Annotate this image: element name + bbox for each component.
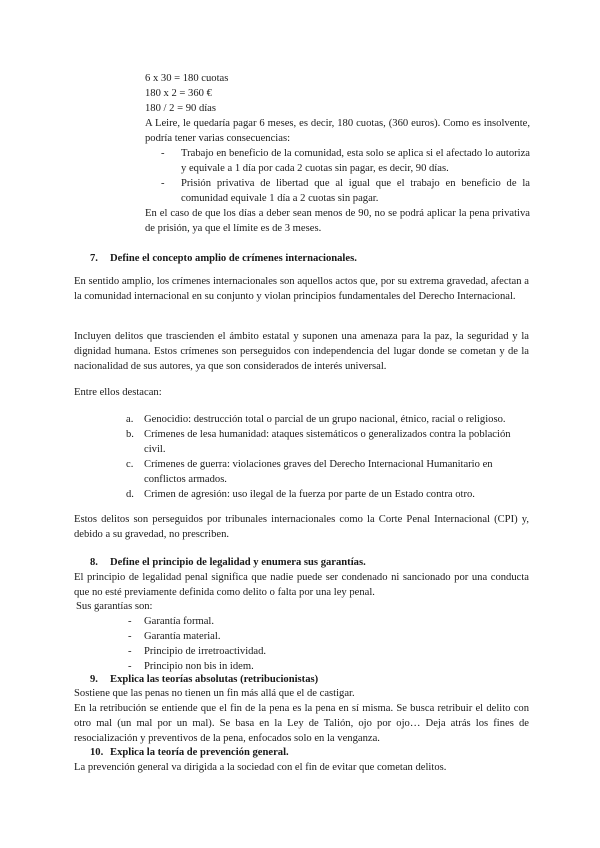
list-item xyxy=(126,614,426,629)
calc-closing: En el caso de que los días a deber sean menos de 90, no se podrá aplicar la pena privativa de prisión, ya que el límite es de 3 meses. xyxy=(145,208,530,234)
heading-number: 9. xyxy=(90,674,98,685)
question-8-heading xyxy=(90,555,366,570)
paragraph-text: La prevención general va dirigida a la sociedad con el fin de evitar que cometan delitos. xyxy=(74,762,447,773)
q7-paragraph-3 xyxy=(74,385,529,400)
dash-bullet: - xyxy=(128,631,132,642)
list-item-text: Genocidio: destrucción total o parcial de un grupo nacional, étnico, racial o religioso. xyxy=(144,414,506,425)
calculation-block xyxy=(145,71,530,236)
list-letter: d. xyxy=(126,489,134,500)
dash-bullet: - xyxy=(128,616,132,627)
list-letter: b. xyxy=(126,429,134,440)
list-item-text: Crímenes de lesa humanidad: ataques sistemáticos o generalizados contra la población civil. xyxy=(144,429,511,455)
crimes-list xyxy=(126,412,526,502)
paragraph-text: El principio de legalidad penal significa que nadie puede ser condenado ni sancionado por una conducta que no esté previamente definida como delito o falta por una ley penal. xyxy=(74,572,529,598)
list-item xyxy=(145,176,530,206)
question-9-heading xyxy=(90,672,318,687)
q10-paragraph-1 xyxy=(74,760,529,775)
calc-line: 6 x 30 = 180 cuotas xyxy=(145,73,229,84)
q7-paragraph-4 xyxy=(74,512,529,542)
list-item-text: Principio de irretroactividad. xyxy=(144,646,267,657)
list-item xyxy=(126,629,426,644)
q7-paragraph-2 xyxy=(74,329,529,374)
paragraph-text: Sus garantías son: xyxy=(76,601,153,612)
paragraph-text: Sostiene que las penas no tienen un fin más allá que el de castigar. xyxy=(74,688,355,699)
heading-number: 10. xyxy=(90,747,104,758)
heading-title: Explica la teoría de prevención general. xyxy=(110,747,289,758)
heading-title: Explica las teorías absolutas (retribucionistas) xyxy=(110,674,319,685)
list-letter: c. xyxy=(126,459,134,470)
list-item-text: Principio non bis in idem. xyxy=(144,661,254,672)
paragraph-text: Entre ellos destacan: xyxy=(74,387,162,398)
list-item xyxy=(126,644,426,659)
paragraph-text: Incluyen delitos que trascienden el ámbito estatal y suponen una amenaza para la paz, la seguridad y la dignidad humana. Estos crímenes son perseguidos con independencia del lugar donde se cometan y de la nacionalidad de sus autores, ya que son considerados de interés universal. xyxy=(74,331,529,372)
q8-paragraph-2 xyxy=(76,599,531,614)
list-letter: a. xyxy=(126,414,134,425)
calc-line: 180 x 2 = 360 € xyxy=(145,88,212,99)
list-item xyxy=(126,427,526,457)
q8-paragraph-1 xyxy=(74,570,529,600)
list-item-text: Garantía formal. xyxy=(144,616,215,627)
list-item xyxy=(145,146,530,176)
list-item xyxy=(126,412,526,427)
list-item-text: Trabajo en beneficio de la comunidad, esta solo se aplica si el afectado lo autoriza y equivale a 1 día por cada 2 cuotas sin pagar, es decir, 90 días. xyxy=(181,148,530,174)
guarantees-list xyxy=(126,614,426,674)
paragraph-text: En sentido amplio, los crímenes internacionales son aquellos actos que, por su extrema gravedad, afectan a la comunidad internacional en su conjunto y violan principios fundamentales del Derecho Internacional. xyxy=(74,276,529,302)
heading-number: 8. xyxy=(90,557,98,568)
calc-line: 180 / 2 = 90 días xyxy=(145,103,217,114)
question-10-heading xyxy=(90,745,289,760)
consequence-list xyxy=(145,146,530,206)
list-item-text: Crímenes de guerra: violaciones graves del Derecho Internacional Humanitario en conflictos armados. xyxy=(144,459,493,485)
paragraph-text: Estos delitos son perseguidos por tribunales internacionales como la Corte Penal Internacional (CPI) y, debido a su gravedad, no prescriben. xyxy=(74,514,529,540)
dash-bullet: - xyxy=(128,646,132,657)
dash-bullet: - xyxy=(128,661,132,672)
q9-paragraph-2 xyxy=(74,701,529,746)
heading-title: Define el principio de legalidad y enumera sus garantías. xyxy=(110,557,366,568)
list-item-text: Prisión privativa de libertad que al igual que el trabajo en beneficio de la comunidad equivale 1 día a 2 cuotas sin pagar. xyxy=(181,178,530,204)
list-item xyxy=(126,487,526,502)
question-7-heading xyxy=(90,251,357,266)
q9-paragraph-1 xyxy=(74,686,529,701)
heading-title: Define el concepto amplio de crímenes internacionales. xyxy=(110,253,357,264)
list-item xyxy=(126,457,526,487)
dash-bullet: - xyxy=(161,148,165,159)
heading-number: 7. xyxy=(90,253,98,264)
paragraph-text: En la retribución se entiende que el fin de la pena es la pena en sí misma. Se busca retribuir el delito con otro mal (un mal por un mal). Se basa en la Ley de Talión, ojo por ojo… Deja atrás los fines de resocialización y preventivos de la pena, enfocados solo en la venganza. xyxy=(74,703,529,744)
q7-paragraph-1 xyxy=(74,274,529,304)
calc-paragraph: A Leire, le quedaría pagar 6 meses, es decir, 180 cuotas, (360 euros). Como es insolvente, podría tener varias consecuencias: xyxy=(145,118,530,144)
list-item-text: Crimen de agresión: uso ilegal de la fuerza por parte de un Estado contra otro. xyxy=(144,489,475,500)
dash-bullet: - xyxy=(161,178,165,189)
list-item-text: Garantía material. xyxy=(144,631,221,642)
